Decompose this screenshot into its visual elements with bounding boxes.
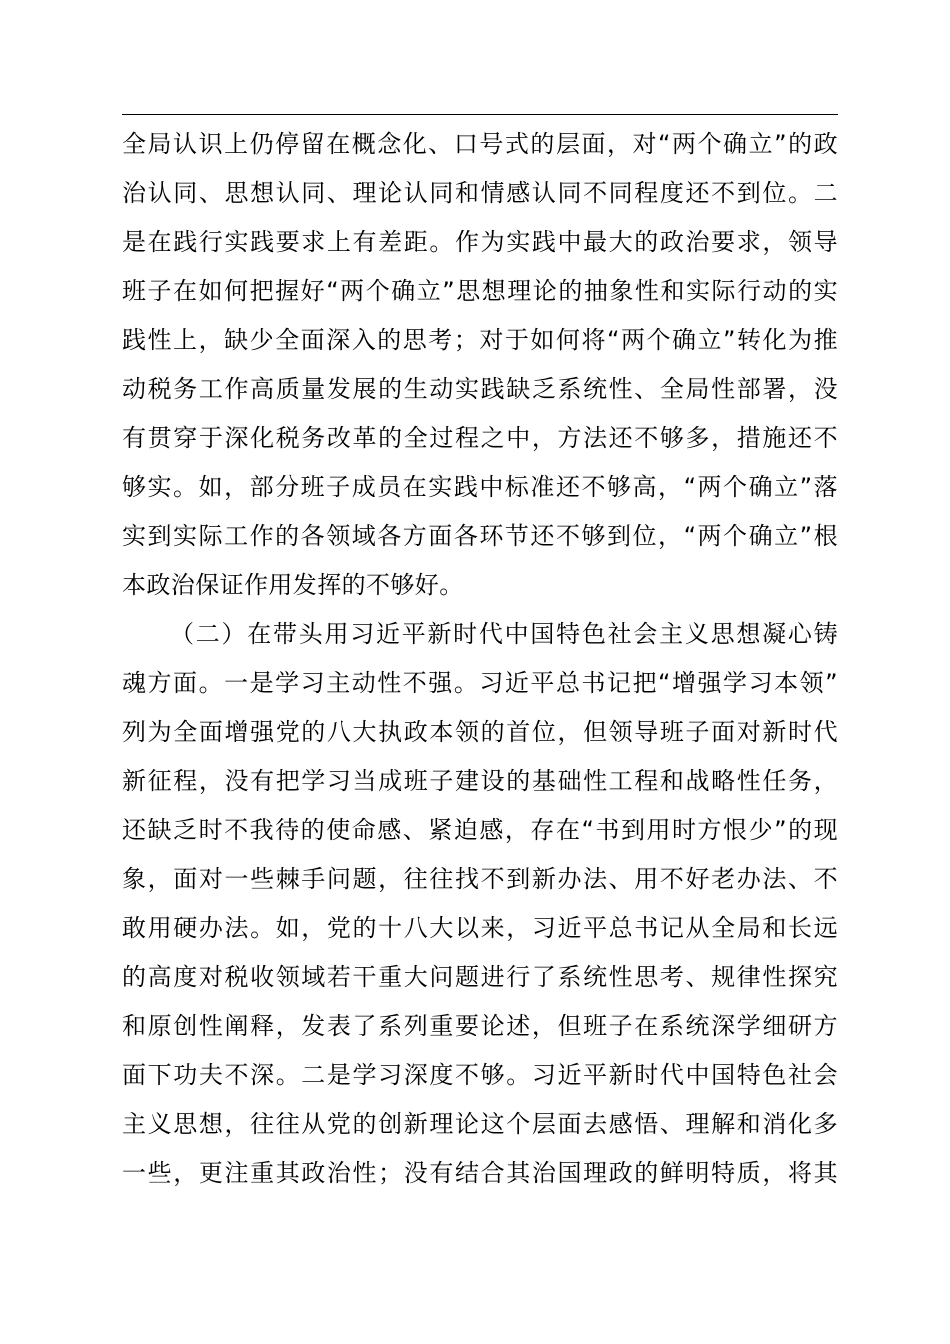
text-line: 是在践行实践要求上有差距。作为实践中最大的政治要求，领导 — [122, 228, 838, 256]
text-line: 治认同、思想认同、理论认同和情感认同不同程度还不到位。二 — [122, 179, 838, 207]
text-line: 本政治保证作用发挥的不够好。 — [122, 571, 464, 599]
text-line: 的高度对税收领域若干重大问题进行了系统性思考、规律性探究 — [122, 963, 838, 991]
text-line: 够实。如，部分班子成员在实践中标准还不够高，“两个确立”落 — [122, 473, 838, 501]
text-line: 动税务工作高质量发展的生动实践缺乏系统性、全局性部署，没 — [122, 375, 838, 403]
text-line: 新征程，没有把学习当成班子建设的基础性工程和战略性任务， — [122, 767, 838, 795]
header-rule — [122, 114, 838, 115]
text-line: 敢用硬办法。如，党的十八大以来，习近平总书记从全局和长远 — [122, 914, 838, 942]
text-line: 主义思想，往往从党的创新理论这个层面去感悟、理解和消化多 — [122, 1110, 838, 1138]
text-line: 魂方面。一是学习主动性不强。习近平总书记把“增强学习本领” — [122, 669, 838, 697]
text-line: 和原创性阐释，发表了系列重要论述，但班子在系统深学细研方 — [122, 1012, 838, 1040]
text-line: 实到实际工作的各领域各方面各环节还不够到位，“两个确立”根 — [122, 522, 838, 550]
text-line: 全局认识上仍停留在概念化、口号式的层面，对“两个确立”的政 — [122, 130, 838, 158]
text-line: 还缺乏时不我待的使命感、紧迫感，存在“书到用时方恨少”的现 — [122, 816, 838, 844]
text-line: 班子在如何把握好“两个确立”思想理论的抽象性和实际行动的实 — [122, 277, 838, 305]
body-text — [122, 120, 838, 1198]
paragraph-heading-line: （二）在带头用习近平新时代中国特色社会主义思想凝心铸 — [170, 620, 838, 648]
text-line: 象，面对一些棘手问题，往往找不到新办法、用不好老办法、不 — [122, 865, 838, 893]
text-line: 践性上，缺少全面深入的思考；对于如何将“两个确立”转化为推 — [122, 326, 838, 354]
text-line: 有贯穿于深化税务改革的全过程之中，方法还不够多，措施还不 — [122, 424, 838, 452]
text-line: 一些，更注重其政治性；没有结合其治国理政的鲜明特质，将其 — [122, 1159, 838, 1187]
text-line: 面下功夫不深。二是学习深度不够。习近平新时代中国特色社会 — [122, 1061, 838, 1089]
text-line: 列为全面增强党的八大执政本领的首位，但领导班子面对新时代 — [122, 718, 838, 746]
